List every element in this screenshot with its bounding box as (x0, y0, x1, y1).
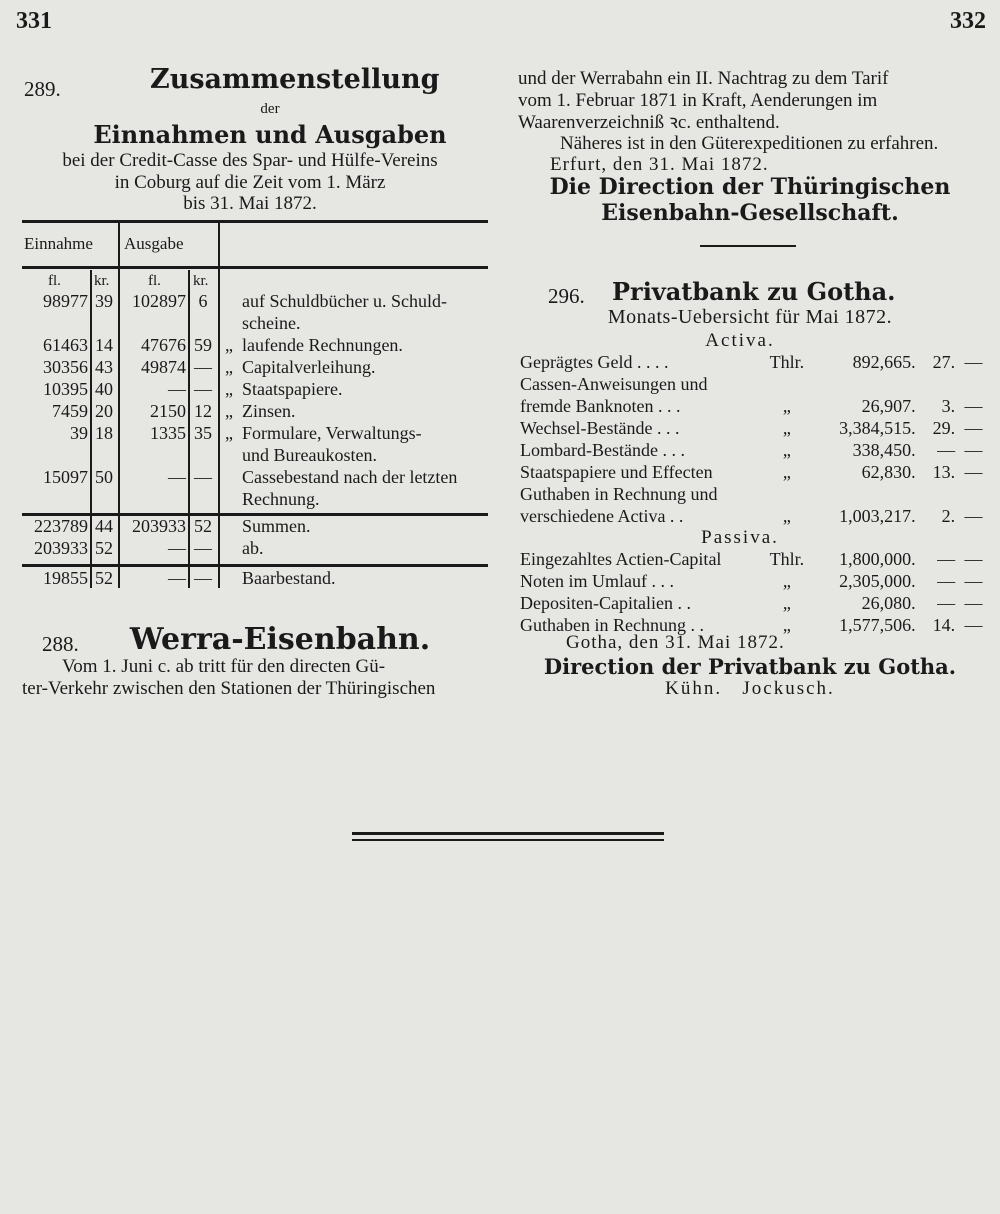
ledger-einnahme-kr: 39 (95, 291, 113, 311)
ledger-ditto-mark (218, 312, 240, 334)
sum-description: ab. (242, 538, 264, 558)
ledger-einnahme-kr (90, 312, 118, 334)
ledger-ditto-mark: „ (225, 357, 233, 377)
activa-amount: 62,830. (861, 462, 916, 482)
ledger-einnahme-fl: 30356 (43, 357, 88, 377)
ledger-sums (22, 515, 488, 559)
ledger-ausgabe-fl (118, 488, 188, 510)
activa-row (518, 461, 990, 483)
section-289-line1: bei der Credit-Casse des Spar- und Hülfe-Vereins (62, 150, 438, 171)
ledger-ditto-mark (218, 466, 240, 488)
activa-body (518, 351, 990, 527)
unit-kr-einnahme: kr. (94, 273, 110, 289)
section-288-title: Werra-Eisenbahn. (129, 622, 431, 657)
ledger-ditto-mark (218, 290, 240, 312)
sum-einnahme-kr: 44 (95, 516, 113, 536)
ledger-einnahme-fl (22, 312, 90, 334)
ledger-ausgabe-kr (188, 444, 218, 466)
sum-einnahme-fl: 203933 (34, 538, 88, 558)
passiva-groschen: — (937, 593, 956, 613)
activa-row (518, 439, 990, 461)
right-line3: Waarenverzeichniß ꝛc. enthaltend. (518, 112, 780, 133)
ledger-einnahme-fl: 98977 (43, 291, 88, 311)
activa-row (518, 483, 990, 505)
activa-pfennig (957, 483, 990, 505)
ledger-row (22, 400, 488, 422)
passiva-pfennig: — (964, 593, 983, 613)
activa-amount: 892,665. (852, 352, 916, 372)
activa-row (518, 505, 990, 527)
ledger-row (22, 312, 488, 334)
passiva-amount: 1,800,000. (839, 549, 916, 569)
ledger-row (22, 356, 488, 378)
passiva-pfennig: — (964, 571, 983, 591)
ledger-einnahme-fl: 10395 (43, 379, 88, 399)
gotha-date: Gotha, den 31. Mai 1872. (566, 632, 785, 653)
activa-label: Staatspapiere und Effecten (520, 462, 713, 482)
section-289-number: 289. (24, 77, 61, 101)
activa-unit: „ (782, 506, 791, 526)
final-e-fl: 19855 (43, 568, 88, 588)
activa-groschen (918, 373, 957, 395)
ledger-einnahme-kr: 43 (95, 357, 113, 377)
section-288-number: 288. (42, 632, 79, 656)
bottom-rule-2 (352, 839, 664, 841)
direction-thueringen-sig1: Die Direction der Thüringischen (549, 174, 951, 200)
ledger-ditto-mark: „ (225, 379, 233, 399)
activa-groschen: 27. (932, 352, 956, 372)
passiva-amount: 1,577,506. (839, 615, 916, 635)
activa-groschen: — (937, 440, 956, 460)
right-line1: und der Werrabahn ein II. Nachtrag zu dem Tarif (518, 68, 889, 89)
activa-amount: 3,384,515. (839, 418, 916, 438)
activa-row (518, 351, 990, 373)
sum-einnahme-kr: 52 (95, 538, 113, 558)
ledger-row (22, 378, 488, 400)
ledger-einnahme-fl (22, 488, 90, 510)
ledger-ausgabe-kr (188, 312, 218, 334)
ledger-row (22, 488, 488, 510)
ledger-ausgabe-kr: 12 (194, 401, 212, 421)
ledger-ausgabe-fl: — (168, 467, 186, 487)
activa-amount: 26,907. (861, 396, 916, 416)
activa-table (518, 351, 990, 527)
ledger-ausgabe-fl: 49874 (141, 357, 186, 377)
activa-label: Wechsel-Bestände . . . (520, 418, 680, 438)
unit-fl-ausgabe: fl. (148, 273, 161, 289)
passiva-groschen: — (937, 571, 956, 591)
ledger-body (22, 290, 488, 510)
activa-unit: „ (782, 462, 791, 482)
section-289-subtitle: Einnahmen und Ausgaben (93, 120, 447, 149)
passiva-groschen: — (937, 549, 956, 569)
passiva-groschen: 14. (932, 615, 956, 635)
activa-unit: „ (782, 440, 791, 460)
activa-unit: „ (782, 396, 791, 416)
ledger-ausgabe-kr: 59 (194, 335, 212, 355)
ledger-row (22, 444, 488, 466)
activa-groschen: 29. (932, 418, 956, 438)
section-289-line2: in Coburg auf die Zeit vom 1. März (114, 172, 386, 193)
ledger-ausgabe-kr: 6 (198, 291, 208, 311)
ledger-ausgabe-kr: — (194, 357, 212, 377)
passiva-pfennig: — (964, 549, 983, 569)
activa-row (518, 373, 990, 395)
ledger-description: Rechnung. (242, 489, 320, 509)
activa-amount: 1,003,217. (839, 506, 916, 526)
ledger-einnahme-fl: 15097 (43, 467, 88, 487)
ledger-ausgabe-fl (118, 444, 188, 466)
passiva-label: Noten im Umlauf . . . (520, 571, 674, 591)
ledger-description: und Bureaukosten. (242, 445, 377, 465)
activa-label: Cassen-Anweisungen und (520, 374, 708, 394)
passiva-pfennig: — (964, 615, 983, 635)
section-288-line1: Vom 1. Juni c. ab tritt für den directen Gü- (62, 656, 386, 677)
ledger-einnahme-kr: 18 (95, 423, 113, 443)
ledger-ausgabe-kr (188, 488, 218, 510)
ledger-ditto-mark: „ (225, 335, 233, 355)
ledger-header-rule (22, 266, 488, 269)
sum-ausgabe-fl: — (168, 538, 186, 558)
ledger-final (22, 567, 488, 589)
ledger-row (22, 334, 488, 356)
passiva-table (518, 548, 990, 636)
sum-spacer (218, 537, 240, 559)
activa-unit (766, 373, 808, 395)
bleed-through-bottom (440, 700, 980, 1200)
page-number-right: 332 (950, 8, 986, 34)
ledger-final-row (22, 567, 488, 589)
activa-amount (808, 373, 918, 395)
ledger-description: Formulare, Verwaltungs- (242, 423, 422, 443)
passiva-unit: Thlr. (769, 549, 805, 569)
ledger-ausgabe-fl: 102897 (132, 291, 186, 311)
ledger-ausgabe-fl: — (168, 379, 186, 399)
sum-ausgabe-kr: 52 (194, 516, 212, 536)
right-short-rule (700, 245, 796, 247)
activa-heading: Activa. (705, 330, 775, 351)
ledger-ausgabe-fl: 2150 (150, 401, 186, 421)
ledger-einnahme-kr (90, 488, 118, 510)
ledger-description: Zinsen. (242, 401, 296, 421)
activa-unit: Thlr. (769, 352, 805, 372)
ledger-einnahme-kr: 14 (95, 335, 113, 355)
passiva-unit: „ (782, 571, 791, 591)
activa-label: Geprägtes Geld . . . . (520, 352, 669, 372)
unit-fl-einnahme: fl. (48, 273, 61, 289)
activa-groschen: 2. (941, 506, 956, 526)
ledger-einnahme-kr: 20 (95, 401, 113, 421)
ledger-description: laufende Rechnungen. (242, 335, 403, 355)
activa-pfennig: — (964, 418, 983, 438)
activa-groschen: 13. (932, 462, 956, 482)
activa-pfennig (957, 373, 990, 395)
ledger-einnahme-fl: 61463 (43, 335, 88, 355)
passiva-heading: Passiva. (701, 527, 779, 548)
direction-privatbank-sig: Direction der Privatbank zu Gotha. (543, 654, 957, 679)
right-line4: Näheres ist in den Güterexpeditionen zu erfahren. (560, 133, 939, 154)
ledger-einnahme-kr: 50 (95, 467, 113, 487)
ledger-sum-row (22, 515, 488, 537)
ledger-einnahme-kr (90, 444, 118, 466)
passiva-row (518, 592, 990, 614)
section-296-number: 296. (548, 284, 585, 308)
activa-pfennig: — (964, 462, 983, 482)
ledger-ausgabe-fl (118, 312, 188, 334)
ledger-ditto-mark (218, 488, 240, 510)
ledger-description: scheine. (242, 313, 301, 333)
activa-pfennig: — (964, 352, 983, 372)
ledger-description: Capitalverleihung. (242, 357, 376, 377)
sum-ausgabe-fl: 203933 (132, 516, 186, 536)
sum-spacer (218, 515, 240, 537)
ledger-sum-row (22, 537, 488, 559)
ledger-table (22, 290, 488, 510)
ledger-description: Staatspapiere. (242, 379, 343, 399)
section-289-line3: bis 31. Mai 1872. (183, 193, 317, 214)
passiva-body (518, 548, 990, 636)
activa-row (518, 395, 990, 417)
col-header-einnahme: Einnahme (24, 234, 93, 253)
ledger-einnahme-fl (22, 444, 90, 466)
ledger-ausgabe-fl: 47676 (141, 335, 186, 355)
activa-unit (766, 483, 808, 505)
activa-unit: „ (782, 418, 791, 438)
page-number-left: 331 (16, 8, 52, 34)
final-a-fl: — (168, 568, 186, 588)
passiva-amount: 2,305,000. (839, 571, 916, 591)
final-e-kr: 52 (95, 568, 113, 588)
passiva-label: Guthaben in Rechnung . . (520, 615, 704, 635)
ledger-ditto-mark: „ (225, 423, 233, 443)
section-289-der: der (260, 101, 280, 117)
activa-label: fremde Banknoten . . . (520, 396, 681, 416)
ledger-ausgabe-kr: — (194, 467, 212, 487)
bottom-rule-1 (352, 832, 664, 835)
sum-description: Summen. (242, 516, 311, 536)
passiva-row (518, 570, 990, 592)
section-288-line2: ter-Verkehr zwischen den Stationen der Thüringischen (22, 678, 436, 699)
ledger-ditto-mark (218, 444, 240, 466)
activa-pfennig: — (964, 506, 983, 526)
ledger-einnahme-kr: 40 (95, 379, 113, 399)
activa-groschen: 3. (941, 396, 956, 416)
activa-label: Lombard-Bestände . . . (520, 440, 685, 460)
ledger-row (22, 422, 488, 444)
ledger-row (22, 466, 488, 488)
section-289-title: Zusammenstellung (150, 64, 440, 95)
activa-label: verschiedene Activa . . (520, 506, 684, 526)
ledger-ausgabe-fl: 1335 (150, 423, 186, 443)
section-296-title: Privatbank zu Gotha. (612, 277, 896, 306)
ledger-row (22, 290, 488, 312)
unit-kr-ausgabe: kr. (193, 273, 209, 289)
ledger-einnahme-fl: 39 (70, 423, 88, 443)
passiva-row (518, 548, 990, 570)
activa-groschen (918, 483, 957, 505)
ledger-description: auf Schuldbücher u. Schuld- (242, 291, 447, 311)
direction-thueringen-sig2: Eisenbahn-Gesellschaft. (601, 200, 899, 226)
section-296-subtitle: Monats-Uebersicht für Mai 1872. (607, 306, 893, 328)
activa-amount: 338,450. (852, 440, 916, 460)
sum-einnahme-fl: 223789 (34, 516, 88, 536)
ledger-sum-body (22, 515, 488, 559)
sum-ausgabe-kr: — (194, 538, 212, 558)
ledger-einnahme-fl: 7459 (52, 401, 88, 421)
final-desc: Baarbestand. (242, 568, 336, 588)
activa-row (518, 417, 990, 439)
right-line2: vom 1. Februar 1871 in Kraft, Aenderungen im (518, 90, 878, 111)
ledger-description: Cassebestand nach der letzten (242, 467, 458, 487)
activa-pfennig: — (964, 440, 983, 460)
activa-amount (808, 483, 918, 505)
ledger-top-rule (22, 220, 488, 223)
col-header-ausgabe: Ausgabe (124, 234, 184, 253)
ledger-ausgabe-kr: — (194, 379, 212, 399)
ledger-ditto-mark: „ (225, 401, 233, 421)
passiva-amount: 26,080. (861, 593, 916, 613)
passiva-label: Depositen-Capitalien . . (520, 593, 691, 613)
passiva-unit: „ (782, 593, 791, 613)
activa-pfennig: — (964, 396, 983, 416)
right-line5: Erfurt, den 31. Mai 1872. (550, 154, 769, 175)
ledger-ausgabe-kr: 35 (194, 423, 212, 443)
passiva-label: Eingezahltes Actien-Capital (520, 549, 722, 569)
passiva-unit: „ (782, 615, 791, 635)
final-a-kr: — (194, 568, 212, 588)
signatory-names: Kühn. Jockusch. (665, 678, 835, 699)
activa-label: Guthaben in Rechnung und (520, 484, 718, 504)
